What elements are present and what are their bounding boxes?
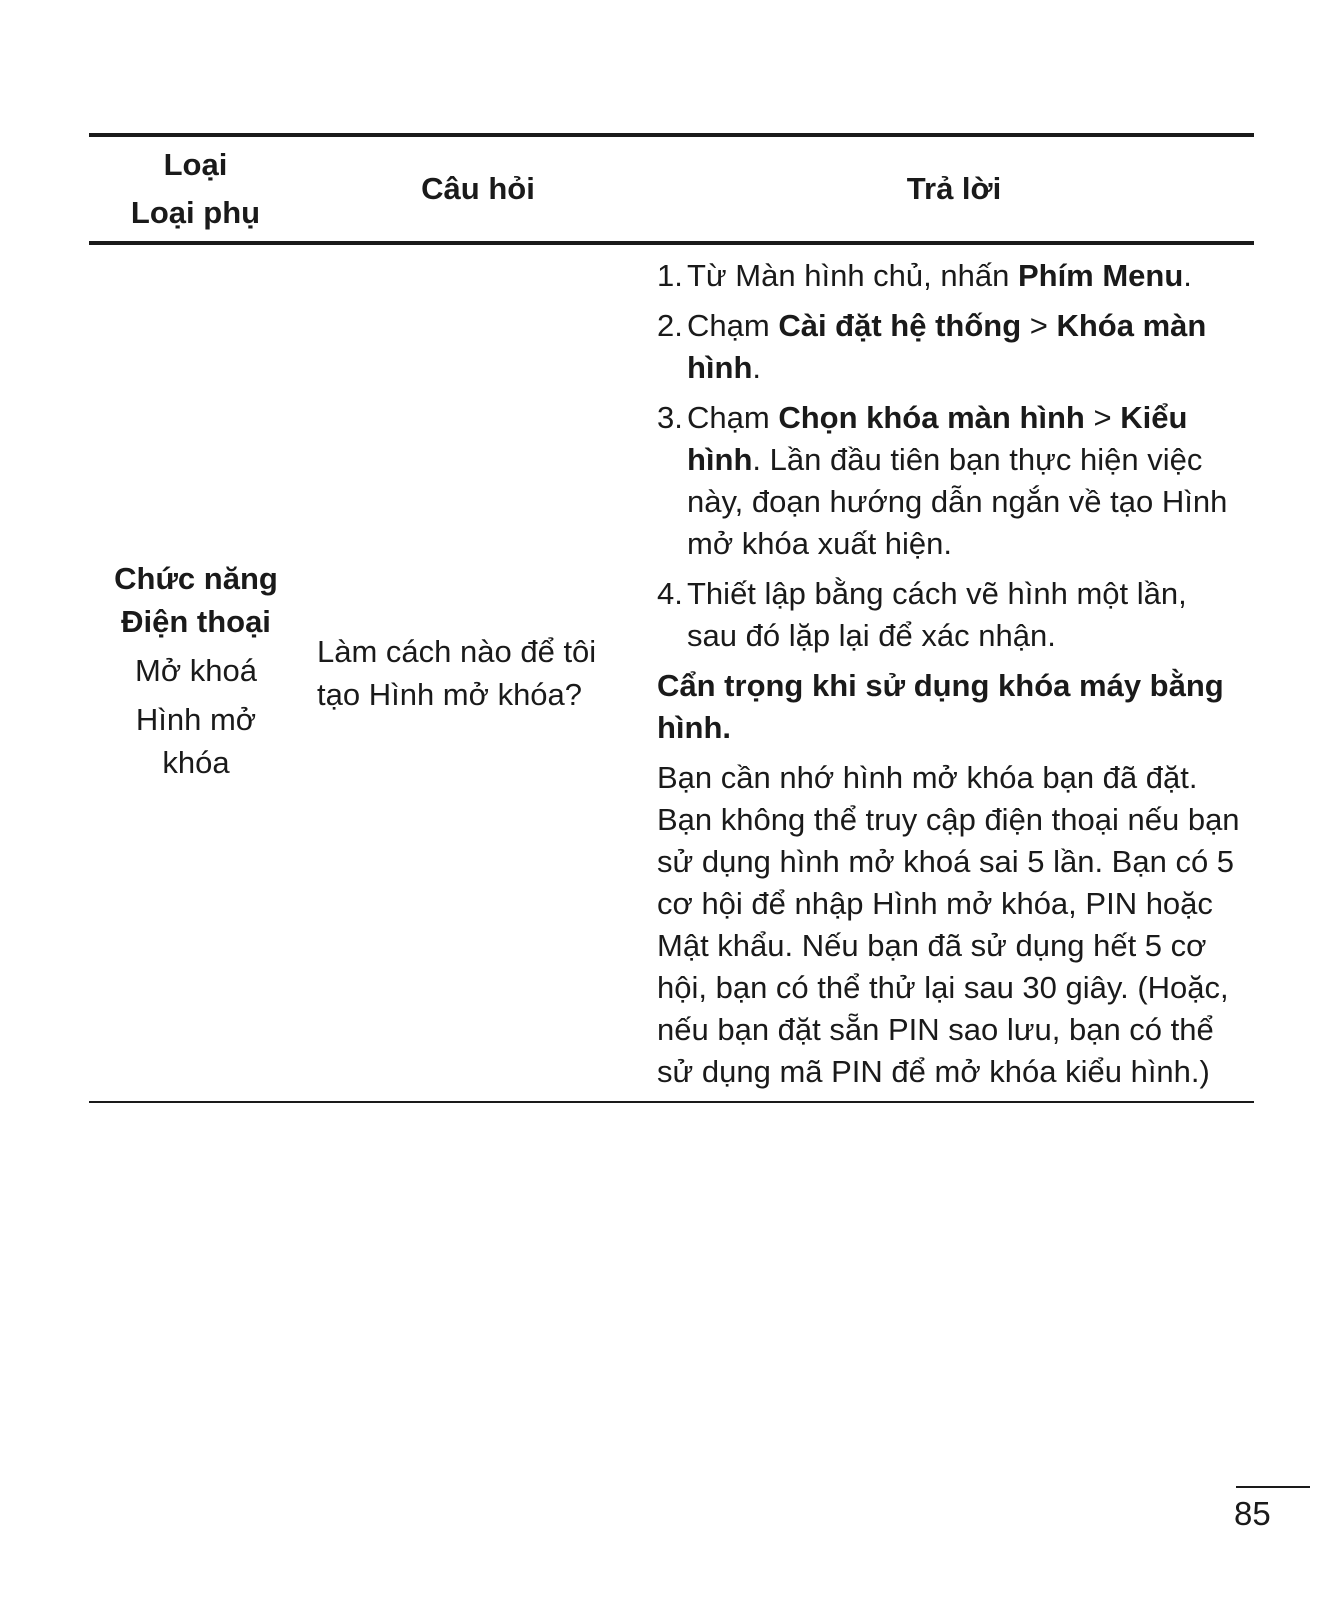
step-2-end: .: [752, 350, 762, 385]
caution-text: Bạn cần nhớ hình mở khóa bạn đã đặt. Bạn không thể truy cập điện thoại nếu bạn sử dụng hình mở khoá sai 5 lần. Bạn có 5 cơ hội để nhập Hình mở khóa, PIN hoặc Mật khẩu. Nếu bạn đã sử dụng hết 5 cơ hội, bạn có thể thử lại sau 30 giây. (Hoặc, nếu bạn đặt sẵn PIN sao lưu, bạn có thể sử dụng mã PIN để mở khóa kiểu hình.): [657, 760, 1240, 1089]
step-number: 3.: [657, 400, 683, 435]
step-2-separator: >: [1021, 308, 1057, 343]
table-header-row: [89, 135, 1254, 243]
subcategory-line3: khóa: [162, 744, 230, 780]
faq-table: [89, 133, 1254, 1103]
page-number-rule: [1236, 1486, 1310, 1488]
header-question: Câu hỏi: [303, 135, 653, 243]
step-number: 1.: [657, 258, 683, 293]
table-row: [89, 243, 1254, 1102]
step-number: 2.: [657, 308, 683, 343]
step-2-bold-1: Cài đặt hệ thống: [778, 308, 1022, 343]
step-text: [687, 305, 1244, 389]
step-3-end: . Lần đầu tiên bạn thực hiện việc này, đoạn hướng dẫn ngắn về tạo Hình mở khóa xuất hiện.: [687, 442, 1228, 561]
category-main-line2: Điện thoại: [121, 603, 271, 639]
step-3-separator: >: [1084, 400, 1121, 435]
answer-step-1: [657, 255, 1244, 297]
answer-step-2: [657, 305, 1244, 389]
step-text: [687, 255, 1244, 297]
header-category-label: Loại: [163, 147, 228, 182]
step-1-bold: Phím Menu: [1017, 258, 1184, 293]
header-category: [89, 135, 303, 243]
subcategory-line2: Hình mở: [135, 701, 257, 737]
subcategory-line1: Mở khoá: [135, 652, 257, 688]
category-main: [89, 557, 303, 643]
page-number: 85: [1234, 1495, 1271, 1532]
step-2-bold-2: Khóa màn hình: [687, 308, 1207, 385]
step-2-text: Chạm: [687, 308, 779, 343]
step-3-bold-1: Chọn khóa màn hình: [778, 400, 1085, 435]
category-main-line1: Chức năng: [114, 560, 278, 596]
header-answer: Trả lời: [653, 135, 1254, 243]
question-cell: [303, 243, 653, 1102]
answer-cell: [653, 243, 1254, 1102]
step-text: [687, 397, 1244, 565]
answer-step-3: [657, 397, 1244, 565]
subcategory-lines: [89, 698, 303, 784]
step-3-bold-2: Kiểu hình: [687, 400, 1188, 477]
caution-title: Cẩn trọng khi sử dụng khóa máy bằng hình.: [657, 668, 1224, 745]
step-1-end: .: [1183, 258, 1192, 293]
category-cell: [89, 243, 303, 1102]
step-text: Thiết lập bằng cách vẽ hình một lần, sau đó lặp lại để xác nhận.: [687, 576, 1187, 653]
step-1-text: Từ Màn hình chủ, nhấn: [687, 258, 1018, 293]
answer-step-4: [657, 573, 1244, 657]
step-number: 4.: [657, 576, 683, 611]
question-text: Làm cách nào để tôi tạo Hình mở khóa?: [317, 634, 597, 712]
step-3-text: Chạm: [687, 400, 779, 435]
header-subcategory-label: Loại phụ: [130, 195, 261, 230]
